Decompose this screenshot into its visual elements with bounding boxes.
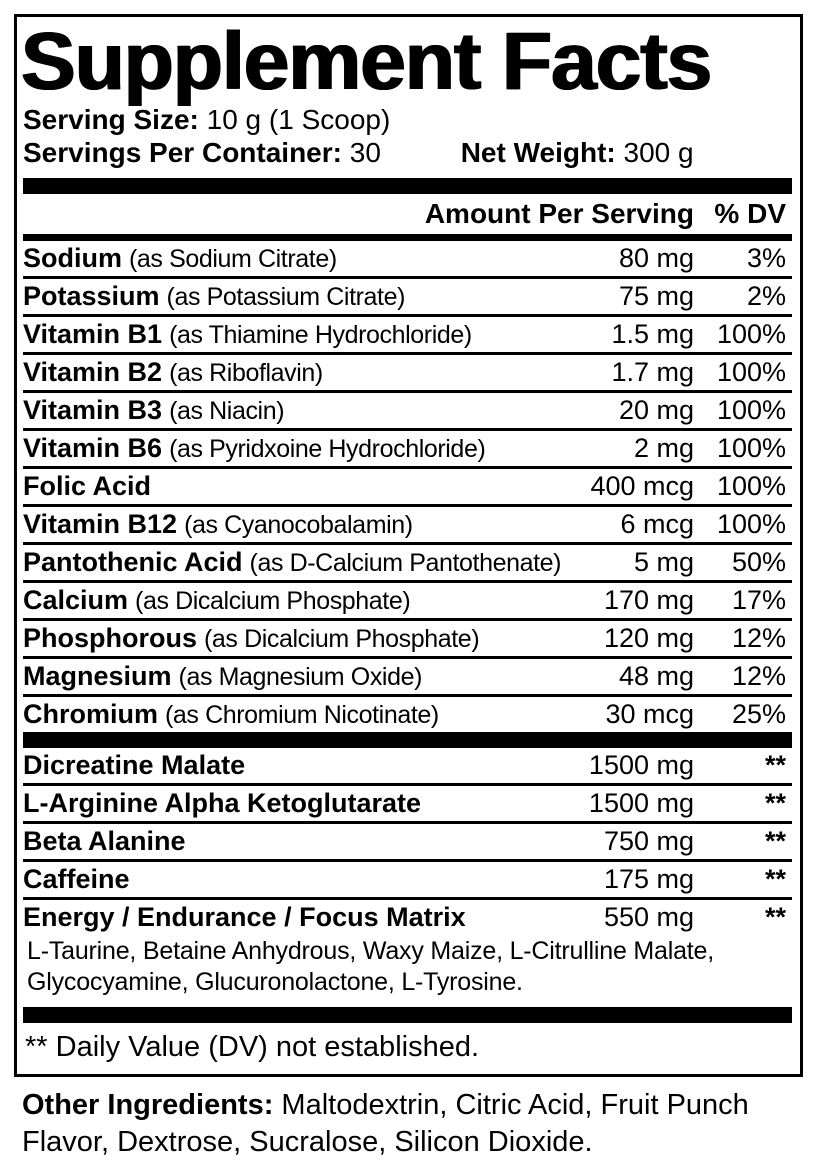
- percent-dv-header: % DV: [714, 198, 786, 230]
- blend-row: [23, 783, 792, 821]
- nutrient-detail: (as D-Calcium Pantothenate): [249, 549, 562, 578]
- nutrient-row: [23, 276, 792, 314]
- serving-size-value: 10 g (1 Scoop): [206, 103, 391, 135]
- other-ingredients: [22, 1087, 794, 1162]
- nutrient-amount: 75 mg: [618, 281, 694, 312]
- nutrient-row: [23, 580, 792, 618]
- blend-name: Energy / Endurance / Focus Matrix: [23, 902, 466, 933]
- nutrient-name: Vitamin B1: [23, 319, 163, 350]
- nutrient-detail: (as Dicalcium Phosphate): [204, 625, 480, 654]
- nutrient-dv: 100%: [716, 509, 786, 540]
- blend-row: [23, 859, 792, 897]
- nutrient-name: Vitamin B12: [23, 509, 178, 540]
- nutrient-name: Potassium: [23, 281, 160, 312]
- nutrient-dv: 3%: [746, 243, 786, 274]
- blend-dv: **: [764, 826, 786, 857]
- nutrient-name: Magnesium: [23, 661, 172, 692]
- blend-sub-ingredients: L-Taurine, Betaine Anhydrous, Waxy Maize, L-Citrulline Malate, Glycocyamine, Glucuronolactone, L-Tyrosine.: [27, 937, 714, 997]
- nutrient-row: [23, 314, 792, 352]
- nutrient-amount: 170 mg: [603, 585, 694, 616]
- nutrient-detail: (as Cyanocobalamin): [184, 511, 413, 540]
- blend-amount: 1500 mg: [588, 750, 694, 781]
- nutrient-amount: 2 mg: [633, 433, 694, 464]
- nutrient-amount: 6 mcg: [620, 509, 694, 540]
- nutrient-dv: 100%: [716, 433, 786, 464]
- nutrient-amount: 48 mg: [618, 661, 694, 692]
- nutrient-dv: 2%: [746, 281, 786, 312]
- nutrient-dv: 12%: [731, 661, 786, 692]
- nutrient-name: Vitamin B6: [23, 433, 163, 464]
- nutrient-name: Phosphorous: [23, 623, 197, 654]
- nutrient-amount: 30 mcg: [605, 699, 694, 730]
- blend-amount: 175 mg: [603, 864, 694, 895]
- nutrient-amount: 1.7 mg: [611, 357, 694, 388]
- blend-row-energy-matrix: [23, 897, 792, 1007]
- blend-section: [23, 748, 792, 1007]
- net-weight-label: Net Weight:: [460, 137, 616, 169]
- nutrient-row: [23, 618, 792, 656]
- blend-amount: 1500 mg: [588, 788, 694, 819]
- nutrient-name: Folic Acid: [23, 471, 152, 502]
- nutrient-amount: 80 mg: [618, 243, 694, 274]
- blend-name: L-Arginine Alpha Ketoglutarate: [23, 788, 422, 819]
- blend-row: [23, 821, 792, 859]
- nutrient-dv: 100%: [716, 395, 786, 426]
- nutrients-section: [23, 241, 792, 732]
- nutrient-row: [23, 504, 792, 542]
- nutrient-dv: 100%: [716, 319, 786, 350]
- nutrient-amount: 1.5 mg: [611, 319, 694, 350]
- nutrient-name: Sodium: [23, 243, 122, 274]
- nutrient-detail: (as Chromium Nicotinate): [165, 701, 439, 730]
- divider-thick-middle: [23, 732, 792, 748]
- nutrient-dv: 12%: [731, 623, 786, 654]
- nutrient-amount: 120 mg: [603, 623, 694, 654]
- nutrient-amount: 400 mcg: [590, 471, 694, 502]
- nutrient-name: Chromium: [23, 699, 158, 730]
- supplement-facts-panel: [14, 14, 803, 1077]
- blend-name: Beta Alanine: [23, 826, 186, 857]
- blend-dv: **: [764, 750, 786, 781]
- nutrient-row: [23, 542, 792, 580]
- blend-row: [23, 748, 792, 783]
- nutrient-dv: 17%: [731, 585, 786, 616]
- nutrient-row: [23, 428, 792, 466]
- nutrient-detail: (as Pyridxoine Hydrochloride): [169, 435, 486, 464]
- dv-footnote: ** Daily Value (DV) not established.: [25, 1030, 480, 1063]
- divider-medium: [23, 234, 792, 241]
- nutrient-detail: (as Riboflavin): [169, 359, 323, 388]
- nutrient-detail: (as Niacin): [169, 397, 285, 426]
- blend-dv: **: [764, 864, 786, 895]
- other-ingredients-label: Other Ingredients:: [22, 1088, 274, 1121]
- servings-net-weight-line: [23, 136, 792, 170]
- column-header-row: [23, 194, 792, 234]
- nutrient-row: [23, 656, 792, 694]
- nutrient-row: [23, 241, 792, 276]
- serving-size-line: [23, 103, 792, 137]
- nutrient-row: [23, 694, 792, 732]
- nutrient-name: Vitamin B3: [23, 395, 163, 426]
- blend-dv: **: [764, 788, 786, 819]
- nutrient-amount: 20 mg: [618, 395, 694, 426]
- amount-per-serving-header: Amount Per Serving: [424, 198, 694, 230]
- nutrient-name: Vitamin B2: [23, 357, 163, 388]
- nutrient-amount: 5 mg: [633, 547, 694, 578]
- net-weight-value: 300 g: [623, 137, 694, 169]
- nutrient-detail: (as Thiamine Hydrochloride): [169, 321, 472, 350]
- divider-thick-top: [23, 178, 792, 194]
- nutrient-dv: 25%: [731, 699, 786, 730]
- nutrient-row: [23, 352, 792, 390]
- blend-name: Dicreatine Malate: [23, 750, 246, 781]
- nutrient-dv: 50%: [731, 547, 786, 578]
- nutrient-row: [23, 390, 792, 428]
- nutrient-dv: 100%: [716, 471, 786, 502]
- blend-dv: **: [764, 902, 786, 933]
- other-ingredients-value: Maltodextrin, Citric Acid, Fruit Punch Flavor, Dextrose, Sucralose, Silicon Dioxide.: [22, 1088, 749, 1159]
- serving-size-label: Serving Size:: [23, 103, 199, 135]
- blend-name: Caffeine: [23, 864, 130, 895]
- nutrient-name: Calcium: [23, 585, 129, 616]
- servings-per-container-label: Servings Per Container:: [23, 137, 342, 169]
- nutrient-detail: (as Sodium Citrate): [129, 245, 337, 274]
- nutrient-detail: (as Magnesium Oxide): [178, 663, 423, 692]
- blend-amount: 550 mg: [603, 902, 694, 933]
- panel-title: Supplement Facts: [21, 16, 712, 107]
- nutrient-detail: (as Dicalcium Phosphate): [135, 587, 411, 616]
- serving-info: [23, 103, 792, 170]
- divider-thick-bottom: [23, 1007, 792, 1023]
- blend-amount: 750 mg: [603, 826, 694, 857]
- nutrient-name: Pantothenic Acid: [23, 547, 243, 578]
- nutrient-row: [23, 466, 792, 504]
- nutrient-dv: 100%: [716, 357, 786, 388]
- nutrient-detail: (as Potassium Citrate): [166, 283, 406, 312]
- servings-per-container-value: 30: [349, 137, 381, 169]
